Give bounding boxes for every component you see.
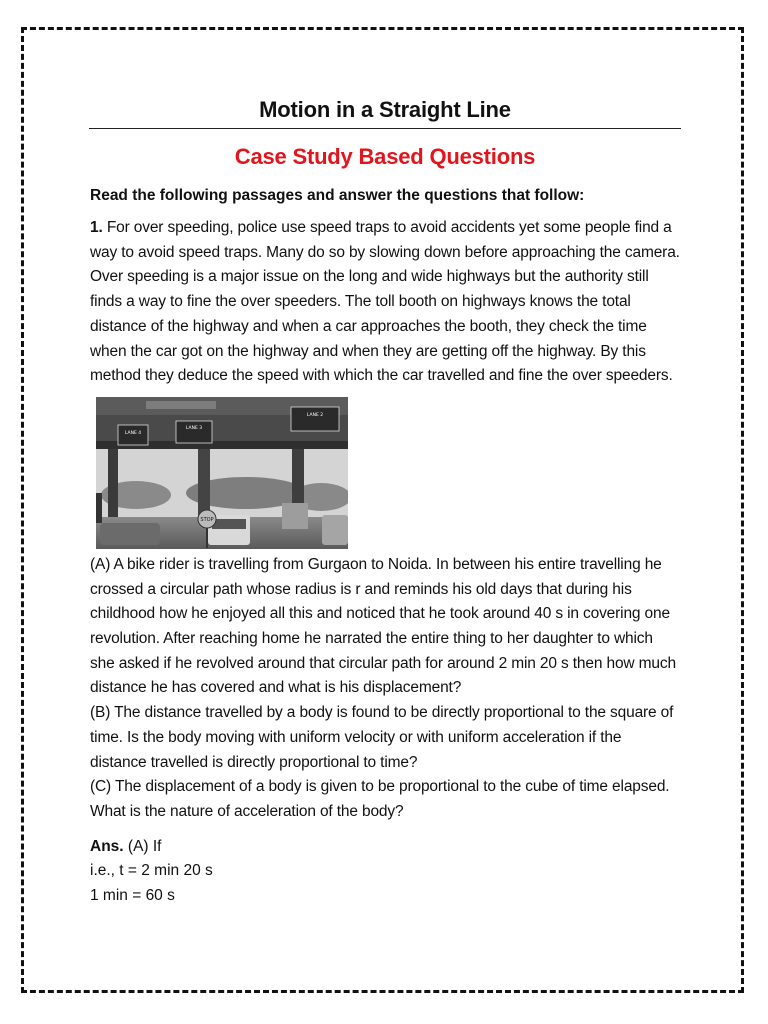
passage-text: For over speeding, police use speed traps to avoid accidents yet some people find a way to avoid speed traps. Many do so by slowing down before approaching the camera. Over speeding is a major issue on the long and wide highways but the authority still finds a way to fine the over speeders. The toll booth on highways knows the total distance of the highway and when a car approaches the booth, they check the time when the car got on the highway and when they are getting off the highway. By this method they deduce the speed with which the car travelled and fine the over speeders. <box>90 219 680 385</box>
sign-lane-3: LANE 3 <box>185 425 203 431</box>
passage-paragraph <box>90 216 680 389</box>
answer-line-3: 1 min = 60 s <box>90 887 175 905</box>
document-content <box>90 96 680 909</box>
question-a: (A) A bike rider is travelling from Gurgaon to Noida. In between his entire travelling he crossed a circular path whose radius is r and reminds his old days that during his childhood how he enjoyed all this and noticed that he took around 40 s in covering one revolution. After reaching home he narrated the entire thing to her daughter to which she asked if he revolved around that circular path for around 2 min 20 s then how much distance he has covered and what is his displacement? <box>90 555 676 697</box>
answer-line-1 <box>90 835 680 860</box>
sign-stop: STOP <box>200 516 214 523</box>
page-title: Motion in a Straight Line <box>259 97 511 122</box>
question-b: (B) The distance travelled by a body is found to be directly proportional to the square of time. Is the body moving with uniform velocity or with uniform acceleration if the distance travelled is directly proportional to time? <box>90 704 674 771</box>
title-divider <box>89 128 681 129</box>
sign-lane-4: LANE 4 <box>124 430 142 436</box>
passage-number: 1. <box>90 219 103 236</box>
instruction-text: Read the following passages and answer the questions that follow: <box>90 187 585 204</box>
toll-booth-photo <box>96 397 348 549</box>
answer-line-2: i.e., t = 2 min 20 s <box>90 862 213 880</box>
answer-text-1: (A) If <box>127 837 162 855</box>
answer-block <box>90 835 680 909</box>
question-c: (C) The displacement of a body is given to be proportional to the cube of time elapsed. What is the nature of acceleration of the body? <box>90 778 670 820</box>
sign-lane-2: LANE 2 <box>306 412 324 418</box>
answer-label: Ans. <box>90 837 124 855</box>
section-subtitle: Case Study Based Questions <box>234 144 536 169</box>
